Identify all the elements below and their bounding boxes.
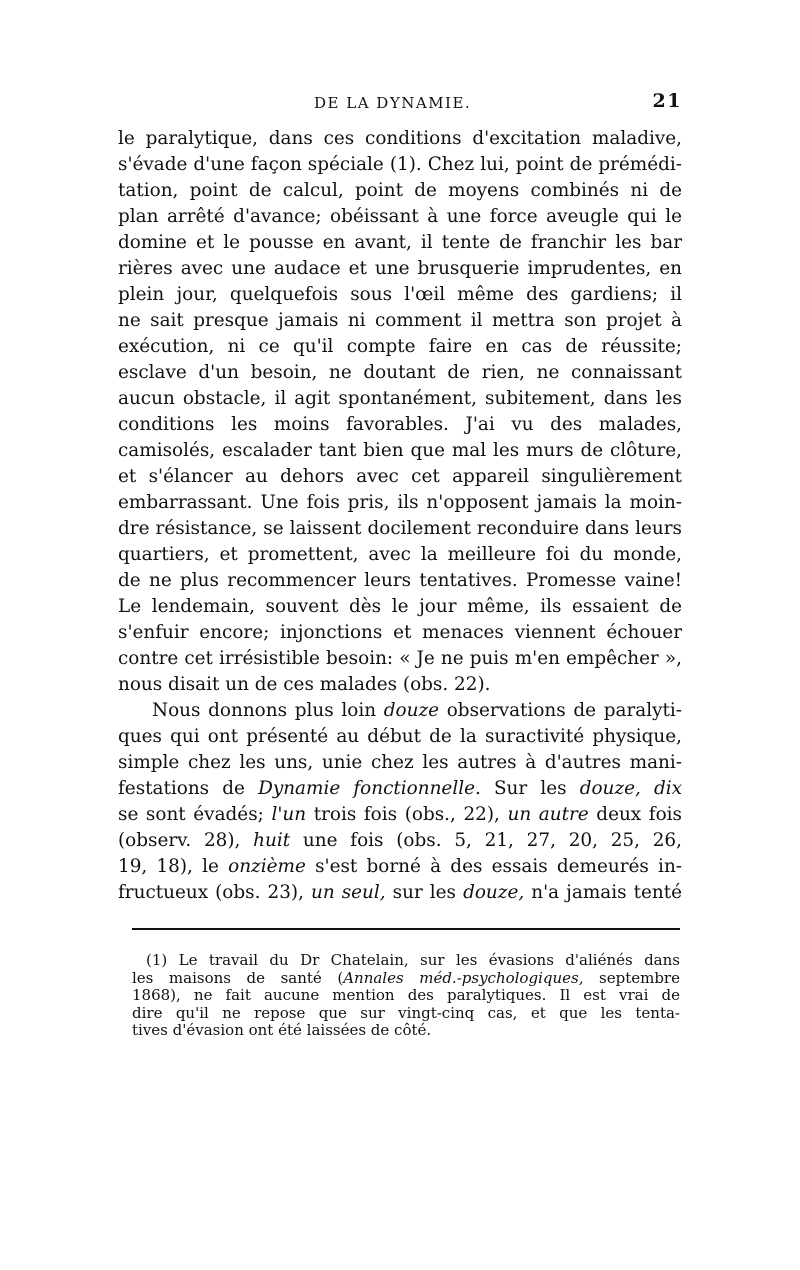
text-run: Sur les	[480, 778, 580, 799]
emphasis: un autre	[507, 804, 589, 825]
body-text	[118, 126, 682, 906]
emphasis: douze, dix	[579, 778, 682, 799]
text-line	[118, 828, 682, 854]
text-line	[118, 776, 682, 802]
text-run: les maisons de santé (	[132, 968, 344, 987]
text-line: dre résistance, se laissent docilement reconduire dans leurs	[118, 518, 682, 539]
emphasis: l'un	[271, 804, 307, 825]
book-page	[118, 88, 682, 1040]
footnote-line	[132, 970, 680, 988]
footnote-line: tives d'évasion ont été laissées de côté.	[132, 1021, 432, 1039]
text-line: embarrassant. Une fois pris, ils n'opposent jamais la moin-	[118, 492, 682, 513]
text-line	[118, 854, 682, 880]
text-run: sur les	[385, 882, 464, 903]
text-line: s'enfuir encore; injonctions et menaces viennent échouer	[118, 622, 682, 643]
text-line: conditions les moins favorables. J'ai vu des malades,	[118, 414, 682, 435]
text-line: domine et le pousse en avant, il tente de franchir les bar	[118, 232, 682, 253]
text-line: le paralytique, dans ces conditions d'excitation maladive,	[118, 128, 682, 149]
text-run: Nous donnons plus loin	[152, 700, 384, 721]
emphasis: douze	[383, 700, 440, 721]
text-run: fructueux (obs. 23),	[118, 882, 311, 903]
text-line	[118, 698, 682, 724]
emphasis: Annales méd.-psychologiques,	[343, 968, 584, 987]
text-line: ne sait presque jamais ni comment il mettra son projet à	[118, 310, 682, 331]
text-line: de ne plus recommencer leurs tentatives. Promesse vaine!	[118, 570, 682, 591]
text-line: aucun obstacle, il agit spontanément, subitement, dans les	[118, 388, 682, 409]
emphasis: Dynamie fonctionnelle.	[258, 778, 481, 799]
emphasis: un seul,	[310, 882, 386, 903]
footnote-line: 1868), ne fait aucune mention des paralytiques. Il est vrai de	[132, 986, 680, 1004]
text-run: observations de paralyti-	[439, 700, 682, 721]
text-line: esclave d'un besoin, ne doutant de rien, ne connaissant	[118, 362, 682, 383]
emphasis: douze,	[463, 882, 525, 903]
emphasis: onzième	[228, 856, 306, 877]
text-line: nous disait un de ces malades (obs. 22).	[118, 674, 491, 695]
text-run: festations de	[118, 778, 259, 799]
footnote-rule	[132, 928, 680, 930]
text-run: (observ. 28),	[118, 830, 254, 851]
text-line: tation, point de calcul, point de moyens combinés ni de	[118, 180, 682, 201]
text-line: s'évade d'une façon spéciale (1). Chez lui, point de prémédi-	[118, 154, 682, 175]
text-line	[118, 880, 682, 906]
text-run: 19, 18), le	[118, 856, 229, 877]
text-line: contre cet irrésistible besoin: « Je ne puis m'en empêcher »,	[118, 648, 682, 669]
footnote-line: dire qu'il ne repose que sur vingt-cinq cas, et que les tenta-	[132, 1003, 680, 1022]
text-run: se sont évadés;	[118, 804, 272, 825]
text-run: deux fois	[588, 804, 682, 825]
text-line: Le lendemain, souvent dès le jour même, ils essaient de	[118, 596, 682, 617]
text-run: n'a jamais tenté	[524, 882, 682, 903]
text-line: ques qui ont présenté au début de la suractivité physique,	[118, 726, 682, 747]
text-line: exécution, ni ce qu'il compte faire en cas de réussite;	[118, 336, 682, 357]
running-title: DE LA DYNAMIE.	[314, 94, 472, 112]
text-run: une fois (obs. 5, 21, 27, 20, 25, 26,	[290, 830, 682, 851]
text-line: camisolés, escalader tant bien que mal les murs de clôture,	[118, 440, 682, 461]
text-line: quartiers, et promettent, avec la meilleure foi du monde,	[118, 544, 682, 565]
page-header	[118, 88, 682, 118]
text-line: plan arrêté d'avance; obéissant à une force aveugle qui le	[118, 206, 682, 227]
page-number: 21	[652, 90, 682, 112]
text-line: plein jour, quelquefois sous l'œil même des gardiens; il	[118, 284, 682, 305]
text-line: et s'élancer au dehors avec cet appareil singulièrement	[118, 466, 682, 487]
text-line: rières avec une audace et une brusquerie imprudentes, en	[118, 258, 682, 279]
emphasis: huit	[253, 830, 291, 851]
text-line	[118, 802, 682, 828]
text-run: septembre	[583, 968, 680, 987]
text-line: simple chez les uns, unie chez les autres à d'autres mani-	[118, 752, 682, 773]
footnote	[132, 952, 680, 1040]
paragraph-2	[118, 698, 682, 906]
text-run: trois fois (obs., 22),	[306, 804, 508, 825]
paragraph-1	[118, 126, 682, 698]
text-run: s'est borné à des essais demeurés in-	[305, 856, 683, 877]
footnote-line: (1) Le travail du Dr Chatelain, sur les évasions d'aliénés dans	[146, 951, 680, 969]
